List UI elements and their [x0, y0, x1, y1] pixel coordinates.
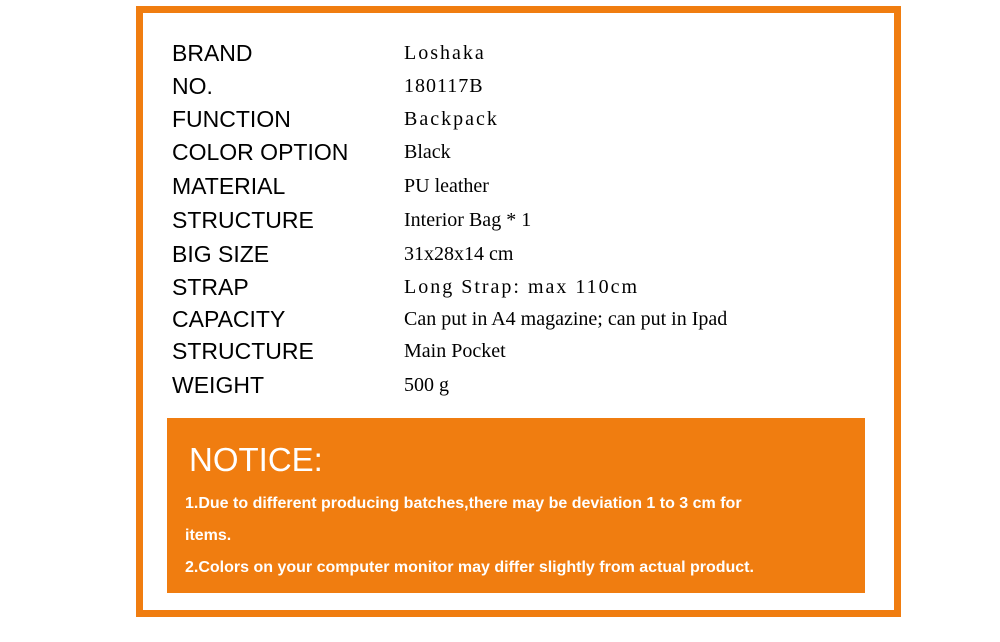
- spec-row-structure: [172, 203, 872, 237]
- spec-value: Backpack: [404, 108, 499, 130]
- spec-label: COLOR OPTION: [172, 139, 349, 165]
- spec-value: PU leather: [404, 175, 489, 197]
- notice-line-1-continued: items.: [185, 527, 232, 544]
- spec-label: NO.: [172, 73, 213, 99]
- spec-row-color-option: [172, 135, 872, 169]
- spec-label: MATERIAL: [172, 173, 286, 199]
- spec-label: STRUCTURE: [172, 338, 314, 364]
- spec-label: STRAP: [172, 274, 249, 300]
- spec-card: [136, 6, 901, 617]
- spec-label: STRUCTURE: [172, 207, 314, 233]
- notice-line-1: 1.Due to different producing batches,there may be deviation 1 to 3 cm for: [185, 495, 742, 512]
- spec-label: CAPACITY: [172, 306, 286, 332]
- spec-row-brand: [172, 36, 872, 70]
- spec-row-structure-2: [172, 334, 872, 368]
- spec-row-capacity: [172, 302, 872, 336]
- spec-row-function: [172, 102, 872, 136]
- spec-value: 500 g: [404, 374, 449, 396]
- spec-value: 180117B: [404, 75, 484, 97]
- spec-label: FUNCTION: [172, 106, 291, 132]
- spec-value: Black: [404, 141, 451, 163]
- notice-title: NOTICE:: [189, 441, 323, 478]
- spec-row-weight: [172, 368, 872, 402]
- spec-label: WEIGHT: [172, 372, 264, 398]
- notice-line-2: 2.Colors on your computer monitor may differ slightly from actual product.: [185, 559, 754, 576]
- spec-value: 31x28x14 cm: [404, 243, 514, 265]
- spec-value: Main Pocket: [404, 340, 506, 362]
- spec-value: Can put in A4 magazine; can put in Ipad: [404, 308, 728, 330]
- spec-value: Long Strap: max 110cm: [404, 276, 640, 298]
- spec-label: BRAND: [172, 40, 253, 66]
- spec-row-big-size: [172, 237, 872, 271]
- spec-value: Interior Bag * 1: [404, 209, 532, 231]
- notice-box: [167, 418, 865, 593]
- spec-row-strap: [172, 270, 872, 304]
- spec-value: Loshaka: [404, 42, 486, 64]
- spec-label: BIG SIZE: [172, 241, 270, 267]
- spec-row-material: [172, 169, 872, 203]
- spec-row-number: [172, 69, 872, 103]
